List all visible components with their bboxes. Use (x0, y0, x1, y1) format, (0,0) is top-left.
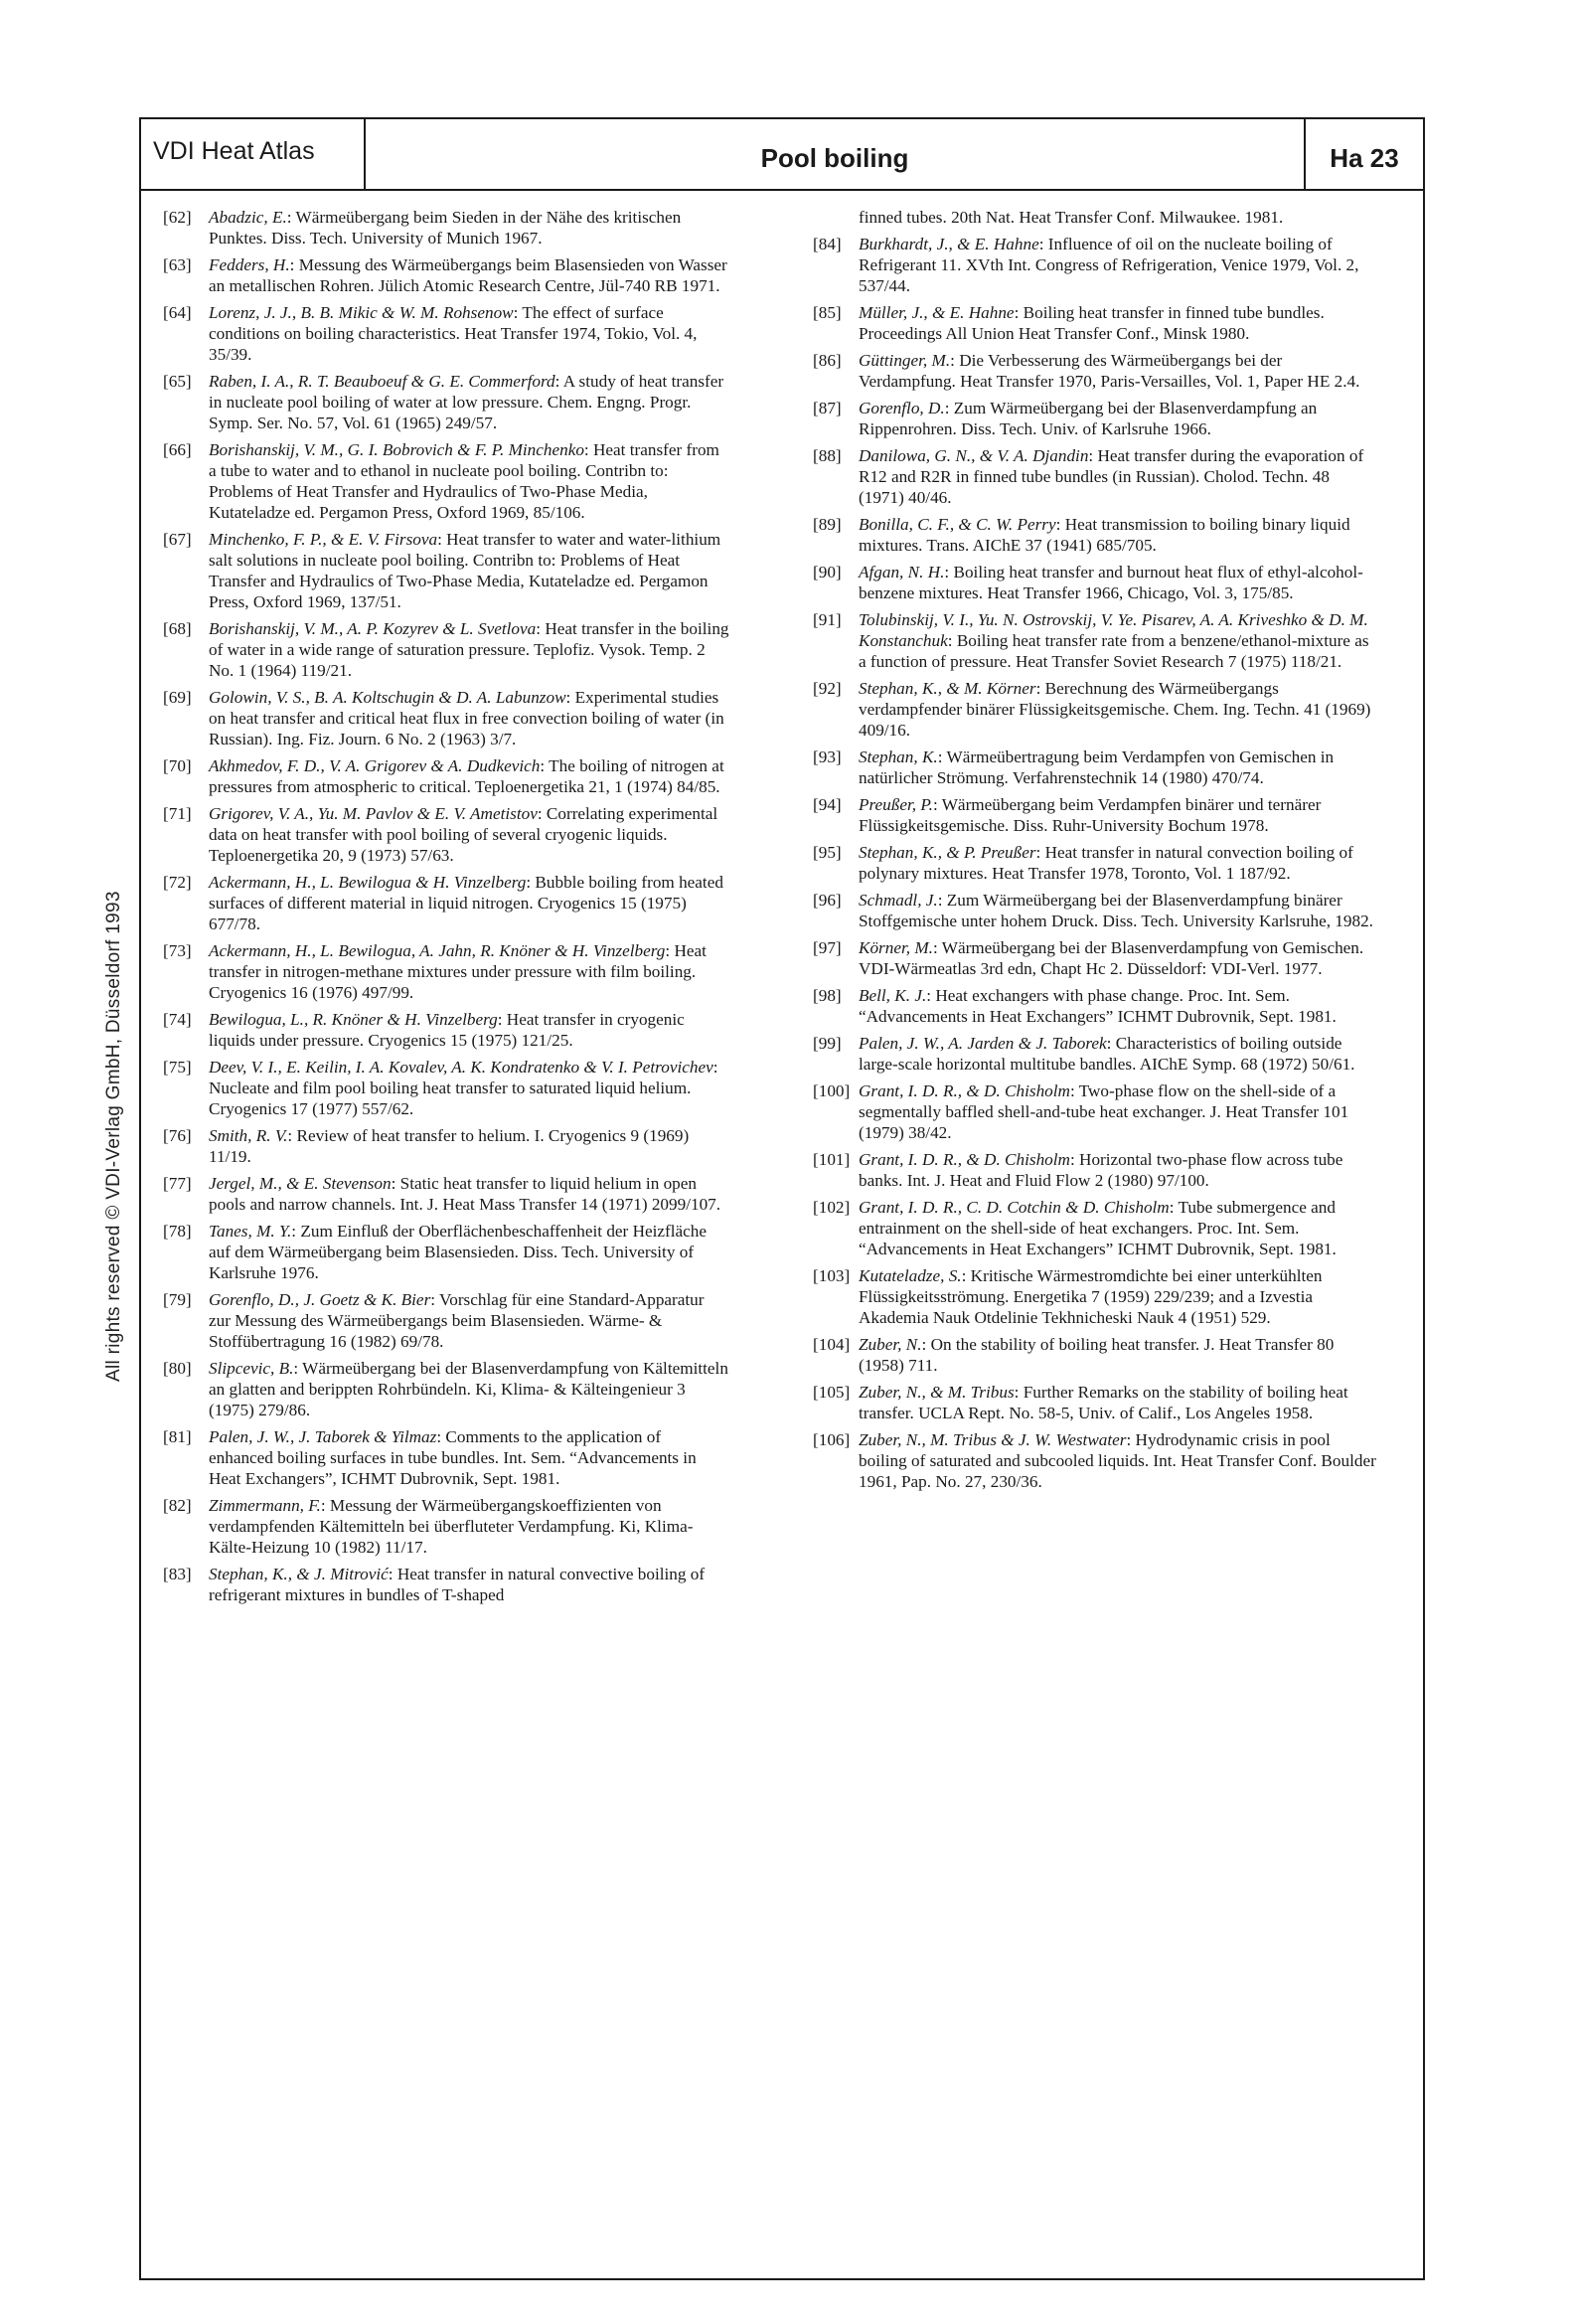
reference-authors: Golowin, V. S., B. A. Koltschugin & D. A. Labunzow (209, 688, 566, 707)
reference-text: : Wärmeübergang bei der Blasenverdampfung von Gemischen. VDI-Wärmeatlas 3rd edn, Chapt Hc 2. Düsseldorf: VDI-Verl. 1977. (859, 938, 1364, 978)
reference-authors: Bell, K. J. (859, 986, 927, 1005)
running-header (141, 119, 1423, 191)
reference-entry (163, 302, 729, 365)
reference-entry (163, 1495, 729, 1558)
reference-text: : Influence of oil on the nucleate boiling of Refrigerant 11. XVth Int. Congress of Refrigeration, Venice 1979, Vol. 2, 537/44. (859, 235, 1359, 295)
references-right-column (813, 207, 1379, 1498)
reference-text: : Heat transfer from a tube to water and to ethanol in nucleate pool boiling. Contribn to: Problems of Heat Transfer and Hydraulics of Two-Phase Media, Kutateladze ed. Pergamon Press, Oxford 1969, 85/106. (209, 440, 719, 522)
reference-authors: Deev, V. I., E. Keilin, I. A. Kovalev, A. K. Kondratenko & V. I. Petrovichev (209, 1058, 713, 1077)
reference-authors: Müller, J., & E. Hahne (859, 303, 1015, 322)
reference-authors: Jergel, M., & E. Stevenson (209, 1174, 392, 1193)
reference-authors: Bewilogua, L., R. Knöner & H. Vinzelberg (209, 1010, 498, 1029)
reference-entry (163, 439, 729, 523)
reference-entry (813, 350, 1379, 392)
reference-entry (813, 1382, 1379, 1423)
reference-number: [93] (813, 747, 842, 766)
reference-authors: Akhmedov, F. D., V. A. Grigorev & A. Dudkevich (209, 756, 541, 775)
reference-number: [94] (813, 795, 842, 814)
reference-number: [98] (813, 986, 842, 1005)
reference-authors: Ackermann, H., L. Bewilogua & H. Vinzelberg (209, 873, 527, 892)
reference-number: [67] (163, 530, 192, 549)
reference-authors: Fedders, H. (209, 255, 290, 274)
reference-entry (163, 1125, 729, 1167)
reference-authors: Minchenko, F. P., & E. V. Firsova (209, 530, 438, 549)
reference-authors: Tolubinskij, V. I., Yu. N. Ostrovskij, V. Ye. Pisarev, A. A. Kriveshko & D. M. Konstanchuk (859, 610, 1368, 650)
reference-number: [82] (163, 1496, 192, 1515)
reference-number: [64] (163, 303, 192, 322)
reference-entry (163, 803, 729, 866)
reference-authors: Raben, I. A., R. T. Beauboeuf & G. E. Commerford (209, 372, 555, 391)
reference-entry (163, 1009, 729, 1051)
reference-entry (813, 609, 1379, 672)
reference-number: [86] (813, 351, 842, 370)
reference-entry (813, 794, 1379, 836)
reference-entry (163, 1057, 729, 1119)
reference-text: : The boiling of nitrogen at pressures from atmospheric to critical. Teploenergetika 21, 1 (1974) 84/85. (209, 756, 724, 796)
reference-text: : Heat transfer in the boiling of water in a wide range of saturation pressure. Teplofiz. Vysok. Temp. 2 No. 1 (1964) 119/21. (209, 619, 729, 680)
reference-number: [65] (163, 372, 192, 391)
reference-text: : The effect of surface conditions on boiling characteristics. Heat Transfer 1974, Tokio, Vol. 4, 35/39. (209, 303, 698, 364)
reference-entry (163, 1289, 729, 1352)
reference-entry (813, 985, 1379, 1027)
reference-authors: Abadzic, E. (209, 208, 287, 227)
reference-number: [80] (163, 1359, 192, 1378)
reference-number: [71] (163, 804, 192, 823)
reference-number: [99] (813, 1034, 842, 1053)
reference-number: [95] (813, 843, 842, 862)
reference-number: [66] (163, 440, 192, 459)
reference-text: : Zum Wärmeübergang bei der Blasenverdampfung an Rippenrohren. Diss. Tech. Univ. of Karlsruhe 1966. (859, 399, 1318, 438)
reference-text: : Berechnung des Wärmeübergangs verdampfender binärer Flüssigkeitsgemische. Chem. Ing. Techn. 41 (1969) 409/16. (859, 679, 1371, 740)
reference-entry (813, 445, 1379, 508)
reference-number: [79] (163, 1290, 192, 1309)
reference-entry (163, 207, 729, 249)
reference-number: [75] (163, 1058, 192, 1077)
reference-authors: Preußer, P. (859, 795, 933, 814)
reference-authors: Zuber, N., & M. Tribus (859, 1383, 1015, 1402)
reference-entry (813, 234, 1379, 296)
reference-text: : Zum Einfluß der Oberflächenbeschaffenheit der Heizfläche auf dem Wärmeübergang beim Blasensieden. Diss. Tech. University of Karlsruhe 1976. (209, 1222, 707, 1282)
reference-text: : Messung des Wärmeübergangs beim Blasensieden von Wasser an metallischen Rohren. Jülich Atomic Research Centre, Jül-740 RB 1971. (209, 255, 727, 295)
reference-authors: Borishanskij, V. M., G. I. Bobrovich & F. P. Minchenko (209, 440, 584, 459)
references-left-column (163, 207, 729, 1611)
reference-entry (813, 1197, 1379, 1259)
copyright-notice: All rights reserved © VDI-Verlag GmbH, Düsseldorf 1993 (103, 891, 124, 1382)
reference-number: [87] (813, 399, 842, 417)
reference-authors: Gorenflo, D. (859, 399, 945, 417)
reference-entry (163, 687, 729, 749)
reference-text: : Heat transmission to boiling binary liquid mixtures. Trans. AIChE 37 (1941) 685/705. (859, 515, 1350, 555)
reference-text: : Bubble boiling from heated surfaces of different material in liquid nitrogen. Cryogenics 15 (1975) 677/78. (209, 873, 723, 933)
reference-number: [100] (813, 1081, 851, 1100)
reference-number: [70] (163, 756, 192, 775)
reference-entry (163, 755, 729, 797)
reference-number: [62] (163, 208, 192, 227)
reference-number: [63] (163, 255, 192, 274)
reference-entry (813, 1265, 1379, 1328)
reference-authors: Danilowa, G. N., & V. A. Djandin (859, 446, 1089, 465)
reference-number: [72] (163, 873, 192, 892)
reference-text: : Die Verbesserung des Wärmeübergangs bei der Verdampfung. Heat Transfer 1970, Paris-Versailles, Vol. 1, Paper HE 2.4. (859, 351, 1360, 391)
reference-text: : A study of heat transfer in nucleate pool boiling of water at low pressure. Chem. Engng. Progr. Symp. Ser. No. 57, Vol. 61 (1965) 249/57. (209, 372, 724, 432)
reference-entry (813, 562, 1379, 603)
reference-number: [74] (163, 1010, 192, 1029)
reference-authors: Slipcevic, B. (209, 1359, 294, 1378)
reference-authors: Gorenflo, D., J. Goetz & K. Bier (209, 1290, 431, 1309)
reference-authors: Stephan, K. (859, 747, 938, 766)
reference-authors: Schmadl, J. (859, 891, 938, 910)
reference-entry (163, 254, 729, 296)
book-title: VDI Heat Atlas (141, 119, 366, 189)
reference-text: : Horizontal two-phase flow across tube banks. Int. J. Heat and Fluid Flow 2 (1980) 97/100. (859, 1150, 1343, 1190)
reference-entry (813, 890, 1379, 931)
reference-number: [97] (813, 938, 842, 957)
reference-authors: Borishanskij, V. M., A. P. Kozyrev & L. Svetlova (209, 619, 537, 638)
reference-authors: Körner, M. (859, 938, 933, 957)
reference-entry (163, 618, 729, 681)
reference-entry (163, 1173, 729, 1215)
reference-text: : Zum Wärmeübergang bei der Blasenverdampfung binärer Stoffgemische unter hohem Druck. Diss. Tech. University Karlsruhe, 1982. (859, 891, 1373, 930)
reference-text: : Wärmeübergang beim Sieden in der Nähe des kritischen Punktes. Diss. Tech. University of Munich 1967. (209, 208, 682, 248)
reference-authors: Grant, I. D. R., & D. Chisholm (859, 1150, 1070, 1169)
reference-number: [103] (813, 1266, 851, 1285)
reference-entry (813, 398, 1379, 439)
reference-number: [78] (163, 1222, 192, 1241)
reference-entry (813, 302, 1379, 344)
reference-text: : Boiling heat transfer rate from a benzene/ethanol-mixture as a function of pressure. Heat Transfer Soviet Research 7 (1975) 118/21. (859, 631, 1369, 671)
reference-authors: Afgan, N. H. (859, 563, 945, 581)
reference-authors: Stephan, K., & M. Körner (859, 679, 1036, 698)
page-number: Ha 23 (1304, 119, 1423, 189)
reference-authors: Burkhardt, J., & E. Hahne (859, 235, 1039, 253)
reference-text: : Kritische Wärmestromdichte bei einer unterkühlten Flüssigkeitsströmung. Energetika 7 (1959) 229/239; and a Izvestia Akademia Nauk Otdelinie Tekhnicheski Nauk 4 (1951) 529. (859, 1266, 1323, 1327)
reference-text: : Hydrodynamic crisis in pool boiling of saturated and subcooled liquids. Int. Heat Transfer Conf. Boulder 1961, Pap. No. 27, 230/36. (859, 1430, 1376, 1491)
reference-number: [88] (813, 446, 842, 465)
reference-text: : Comments to the application of enhanced boiling surfaces in tube bundles. Int. Sem. “Advancements in Heat Exchangers”, ICHMT Dubrovnik, Sept. 1981. (209, 1427, 697, 1488)
reference-number: [92] (813, 679, 842, 698)
reference-text: : Wärmeübergang bei der Blasenverdampfung von Kältemitteln an glatten and berippten Rohrbündeln. Ki, Klima- & Kälteingenieur 3 (1975) 279/86. (209, 1359, 728, 1419)
reference-entry (813, 1429, 1379, 1492)
reference-text: : Heat transfer in natural convective boiling of refrigerant mixtures in bundles of T-shaped (209, 1565, 706, 1604)
reference-authors: Lorenz, J. J., B. B. Mikic & W. M. Rohsenow (209, 303, 514, 322)
reference-authors: Palen, J. W., A. Jarden & J. Taborek (859, 1034, 1107, 1053)
reference-entry (813, 842, 1379, 884)
reference-number: [101] (813, 1150, 851, 1169)
reference-authors: Palen, J. W., J. Taborek & Yilmaz (209, 1427, 437, 1446)
reference-entry (163, 872, 729, 934)
reference-entry (813, 678, 1379, 741)
reference-entry (163, 1221, 729, 1283)
reference-text: : Heat transfer to water and water-lithium salt solutions in nucleate pool boiling. Contribn to: Problems of Heat Transfer and Hydraulics of Two-Phase Media, Kutateladze ed. Pergamon Press, Oxford 1969, 137/51. (209, 530, 721, 611)
reference-authors: Zimmermann, F. (209, 1496, 321, 1515)
reference-number: [77] (163, 1174, 192, 1193)
reference-number: [105] (813, 1383, 851, 1402)
reference-authors: Kutateladze, S. (859, 1266, 962, 1285)
reference-number: [84] (813, 235, 842, 253)
reference-entry (813, 1033, 1379, 1075)
reference-entry (163, 371, 729, 433)
section-title: Pool boiling (760, 143, 909, 173)
reference-entry (163, 529, 729, 612)
reference-number: [83] (163, 1565, 192, 1583)
reference-text: : Boiling heat transfer and burnout heat flux of ethyl-alcohol-benzene mixtures. Heat Transfer 1966, Chicago, Vol. 3, 175/85. (859, 563, 1363, 602)
reference-text: : Vorschlag für eine Standard-Apparatur zur Messung des Wärmeübergangs beim Blasensieden. Wärme- & Stoffübertragung 16 (1982) 69/78. (209, 1290, 705, 1351)
reference-number: [89] (813, 515, 842, 534)
reference-number: [76] (163, 1126, 192, 1145)
reference-entry (163, 1426, 729, 1489)
reference-text: : Heat transfer in nitrogen-methane mixtures under pressure with film boiling. Cryogenics 16 (1976) 497/99. (209, 941, 707, 1002)
reference-text: : Review of heat transfer to helium. I. Cryogenics 9 (1969) 11/19. (209, 1126, 690, 1166)
reference-number: [96] (813, 891, 842, 910)
reference-authors: Grigorev, V. A., Yu. M. Pavlov & E. V. Ametistov (209, 804, 538, 823)
reference-text: : Static heat transfer to liquid helium in open pools and narrow channels. Int. J. Heat Mass Transfer 14 (1971) 2099/107. (209, 1174, 721, 1214)
reference-text: : Characteristics of boiling outside large-scale horizontal multitube bandles. AIChE Symp. 68 (1972) 50/61. (859, 1034, 1355, 1074)
reference-text: : Correlating experimental data on heat transfer with pool boiling of several cryogenic liquids. Teploenergetika 20, 9 (1973) 57/63. (209, 804, 718, 865)
reference-number: [102] (813, 1198, 851, 1217)
reference-authors: Stephan, K., & J. Mitrović (209, 1565, 389, 1583)
reference-authors: Smith, R. V. (209, 1126, 288, 1145)
reference-text: : Boiling heat transfer in finned tube bundles. Proceedings All Union Heat Transfer Conf., Minsk 1980. (859, 303, 1325, 343)
reference-number: [106] (813, 1430, 851, 1449)
reference-authors: Stephan, K., & P. Preußer (859, 843, 1036, 862)
reference-authors: Zuber, N., M. Tribus & J. W. Westwater (859, 1430, 1127, 1449)
reference-text: : Nucleate and film pool boiling heat transfer to saturated liquid helium. Cryogenics 17 (1977) 557/62. (209, 1058, 718, 1118)
reference-text: : Tube submergence and entrainment on the shell-side of heat exchangers. Proc. Int. Sem. “Advancements in Heat Exchangers” ICHMT Dubrovnik, Sept. 1981. (859, 1198, 1337, 1258)
reference-entry (813, 1149, 1379, 1191)
reference-text: : Heat transfer in cryogenic liquids under pressure. Cryogenics 15 (1975) 121/25. (209, 1010, 685, 1050)
reference-text: : Heat transfer in natural convection boiling of polynary mixtures. Heat Transfer 1978, Toronto, Vol. 1 187/92. (859, 843, 1353, 883)
reference-continuation: finned tubes. 20th Nat. Heat Transfer Conf. Milwaukee. 1981. (859, 208, 1284, 227)
reference-text: : Wärmeübergang beim Verdampfen binärer und ternärer Flüssigkeitsgemische. Diss. Ruhr-University Bochum 1978. (859, 795, 1322, 835)
reference-authors: Grant, I. D. R., C. D. Cotchin & D. Chisholm (859, 1198, 1170, 1217)
reference-entry (163, 1564, 729, 1605)
reference-entry (813, 937, 1379, 979)
reference-authors: Bonilla, C. F., & C. W. Perry (859, 515, 1056, 534)
reference-text: : Wärmeübertragung beim Verdampfen von Gemischen in natürlicher Strömung. Verfahrenstechnik 14 (1980) 470/74. (859, 747, 1335, 787)
reference-entry (813, 1080, 1379, 1143)
reference-text: : Experimental studies on heat transfer and critical heat flux in free convection boiling of water (in Russian). Ing. Fiz. Journ. 6 No. 2 (1963) 3/7. (209, 688, 724, 748)
reference-authors: Grant, I. D. R., & D. Chisholm (859, 1081, 1070, 1100)
reference-number: [91] (813, 610, 842, 629)
reference-text: : Two-phase flow on the shell-side of a segmentally baffled shell-and-tube heat exchanger. J. Heat Transfer 101 (1979) 38/42. (859, 1081, 1349, 1142)
reference-number: [68] (163, 619, 192, 638)
reference-text: : Further Remarks on the stability of boiling heat transfer. UCLA Rept. No. 58-5, Univ. of Calif., Los Angeles 1958. (859, 1383, 1348, 1422)
reference-entry (813, 1334, 1379, 1376)
reference-text: : On the stability of boiling heat transfer. J. Heat Transfer 80 (1958) 711. (859, 1335, 1335, 1375)
reference-authors: Güttinger, M. (859, 351, 951, 370)
reference-entry (813, 514, 1379, 556)
reference-entry (813, 747, 1379, 788)
reference-number: [81] (163, 1427, 192, 1446)
reference-authors: Tanes, M. Y. (209, 1222, 292, 1241)
reference-entry (163, 940, 729, 1003)
reference-text: : Messung der Wärmeübergangskoeffizienten von verdampfenden Kältemitteln bei überfluteter Verdampfung. Ki, Klima-Kälte-Heizung 10 (1982) 11/17. (209, 1496, 694, 1557)
reference-number: [85] (813, 303, 842, 322)
reference-number: [104] (813, 1335, 851, 1354)
reference-text: : Heat exchangers with phase change. Proc. Int. Sem. “Advancements in Heat Exchangers” ICHMT Dubrovnik, Sept. 1981. (859, 986, 1337, 1026)
reference-number: [90] (813, 563, 842, 581)
reference-authors: Zuber, N. (859, 1335, 922, 1354)
reference-number: [73] (163, 941, 192, 960)
reference-text: : Heat transfer during the evaporation of R12 and R2R in finned tube bundles (in Russian). Cholod. Techn. 48 (1971) 40/46. (859, 446, 1364, 507)
page-frame (139, 117, 1425, 2280)
reference-authors: Ackermann, H., L. Bewilogua, A. Jahn, R. Knöner & H. Vinzelberg (209, 941, 666, 960)
reference-number: [69] (163, 688, 192, 707)
reference-entry (163, 1358, 729, 1420)
